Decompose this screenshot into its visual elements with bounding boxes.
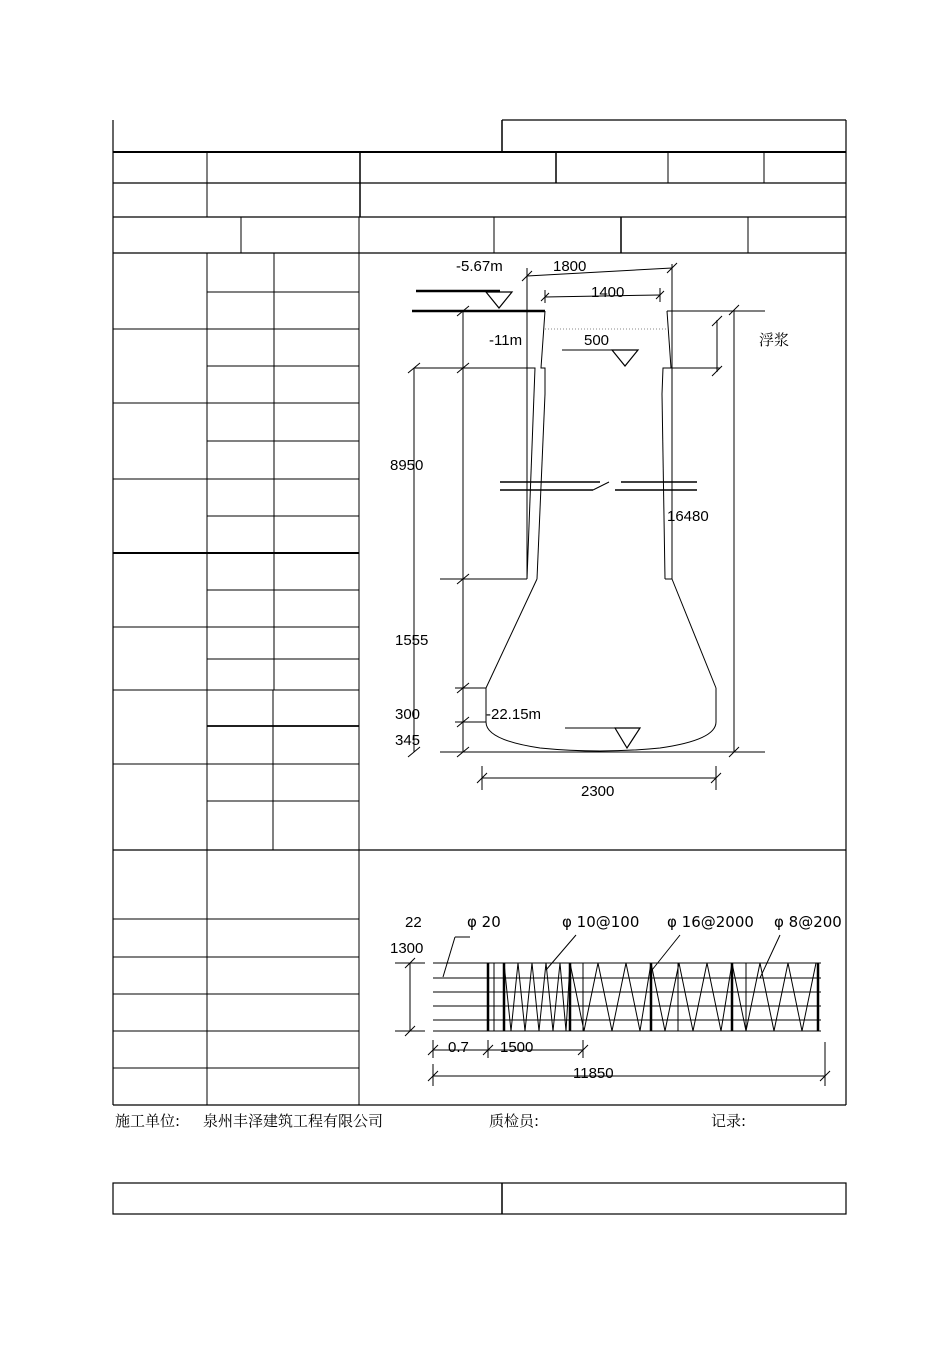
inspector-label: 质检员: xyxy=(489,1112,540,1130)
label-flare-height: 1555 xyxy=(395,632,429,649)
recorder-label: 记录: xyxy=(711,1112,747,1130)
label-stirrup: φ 8@200 xyxy=(774,913,842,931)
contractor-label: 施工单位: xyxy=(115,1112,181,1130)
rebar-diagram-labels xyxy=(390,913,842,1082)
contractor-name: 泉州丰泽建筑工程有限公司 xyxy=(203,1112,384,1130)
label-main-bar: φ 20 xyxy=(467,913,501,931)
next-page-header-table xyxy=(113,1183,846,1214)
label-shaft-height: 8950 xyxy=(390,457,424,474)
label-top-outer-width: 1800 xyxy=(553,258,587,275)
label-grout-note: 浮浆 xyxy=(759,331,790,349)
label-total-length: 11850 xyxy=(573,1065,614,1082)
label-offset: 0.7 xyxy=(448,1039,469,1056)
pile-diagram-labels xyxy=(390,258,789,800)
label-top-inner-width: 1400 xyxy=(591,284,625,301)
form-footer xyxy=(115,1112,746,1130)
label-mid-dim: 500 xyxy=(584,332,610,349)
label-total-height: 16480 xyxy=(667,508,709,525)
label-top-elevation: -5.67m xyxy=(456,258,503,275)
label-base-height: 345 xyxy=(395,732,421,749)
label-bar-count: 22 xyxy=(405,914,422,931)
label-stirrup-dense: φ 10@100 xyxy=(562,913,640,931)
label-bottom-elevation: -22.15m xyxy=(486,706,542,723)
label-mid-elevation: -11m xyxy=(489,332,523,349)
label-bottom-width: 2300 xyxy=(581,783,615,800)
label-hoop: φ 16@2000 xyxy=(667,913,754,931)
label-straight-height: 300 xyxy=(395,706,421,723)
label-dense-length: 1500 xyxy=(500,1039,534,1056)
label-cage-diameter: 1300 xyxy=(390,940,424,957)
rebar-cage-diagram xyxy=(395,935,830,1086)
